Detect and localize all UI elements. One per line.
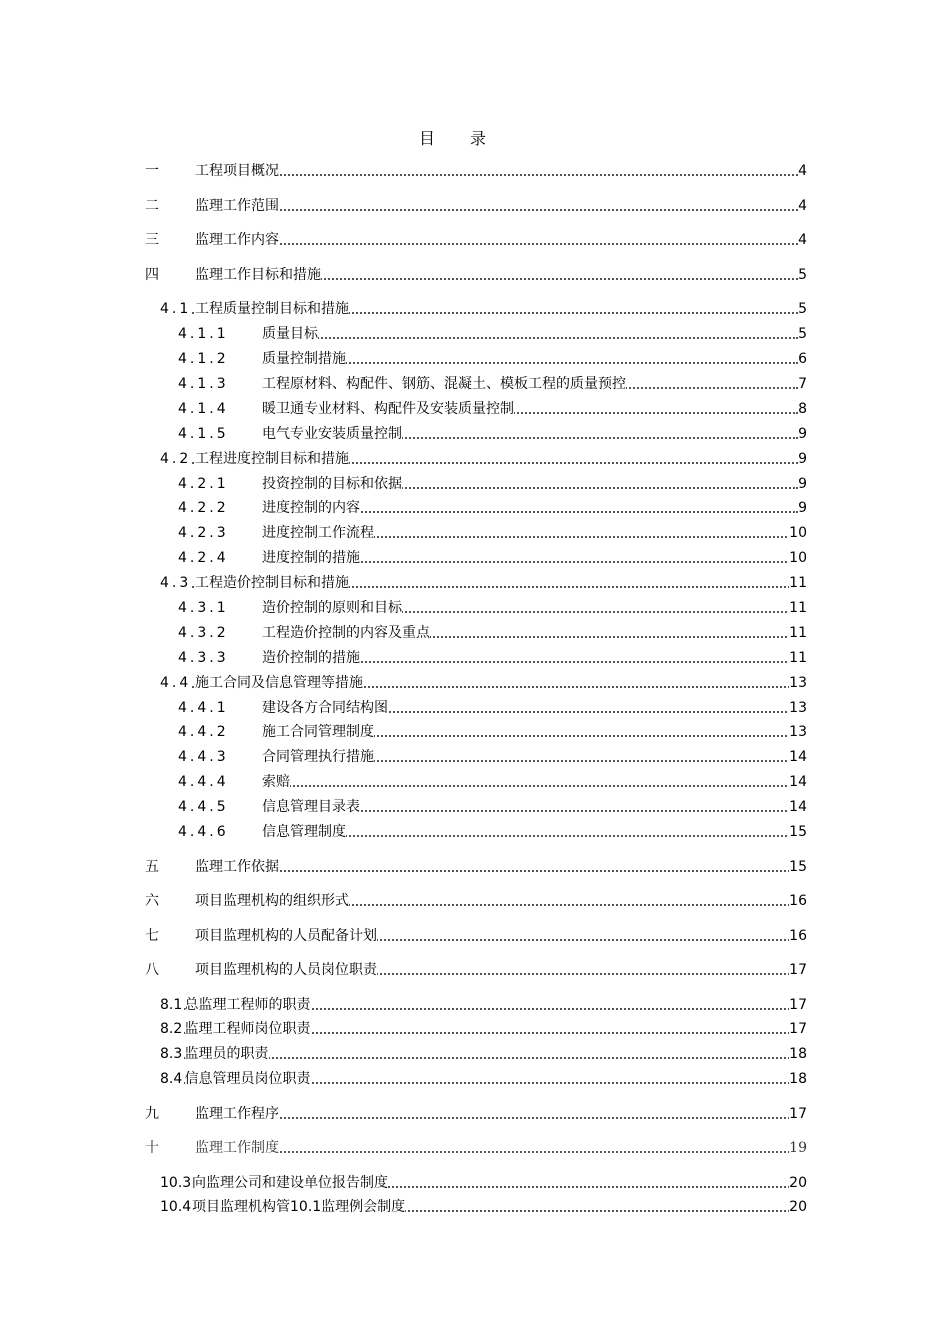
toc-entry[interactable] (0, 746, 950, 768)
toc-page-number: 10 (789, 522, 807, 544)
toc-page-number: 15 (789, 856, 807, 878)
toc-page-number: 20 (789, 1196, 807, 1218)
toc-entry[interactable] (0, 994, 950, 1016)
toc-title: 信息管理员岗位职责 (185, 1068, 311, 1090)
toc-entry[interactable] (0, 572, 950, 594)
toc-number: 4.3.1 (178, 597, 229, 619)
toc-entry[interactable] (0, 1196, 950, 1218)
toc-title: 工程造价控制的内容及重点 (262, 622, 430, 644)
toc-number: 4.1.1 (178, 323, 229, 345)
toc-page-number: 11 (789, 647, 807, 669)
toc-number: 4.3.2 (178, 622, 229, 644)
toc-entry[interactable] (0, 925, 950, 947)
toc-number: 4.4 (160, 672, 191, 694)
toc-number: 4.1.2 (178, 348, 229, 370)
toc-number: 八 (145, 959, 159, 981)
toc-entry[interactable] (0, 1043, 950, 1065)
toc-entry[interactable] (0, 1068, 950, 1090)
toc-page-number: 16 (789, 890, 807, 912)
toc-title: 工程原材料、构配件、钢筋、混凝土、模板工程的质量预控 (262, 373, 626, 395)
toc-page-number: 19 (789, 1137, 807, 1159)
toc-number: 4.1.3 (178, 373, 229, 395)
toc-title: 监理员的职责 (185, 1043, 269, 1065)
toc-title: 投资控制的目标和依据 (262, 473, 402, 495)
toc-entry[interactable] (0, 473, 950, 495)
toc-title: 质量控制措施 (262, 348, 346, 370)
dot-leader (195, 1137, 798, 1153)
toc-number: 4.2.1 (178, 473, 229, 495)
toc-title: 监理工作内容 (195, 229, 279, 251)
toc-entry[interactable] (0, 448, 950, 470)
toc-title: 项目监理机构的组织形式 (195, 890, 349, 912)
page-title: 目 录 (418, 129, 487, 148)
toc-page-number: 14 (789, 796, 807, 818)
toc-page-number: 16 (789, 925, 807, 947)
toc-title: 进度控制工作流程 (262, 522, 374, 544)
toc-entry[interactable] (0, 160, 950, 182)
dot-leader (262, 323, 798, 339)
toc-entry[interactable] (0, 597, 950, 619)
toc-number: 五 (145, 856, 159, 878)
dot-leader (195, 160, 798, 176)
toc-page-number: 4 (798, 229, 807, 251)
toc-number: 4.1 (160, 298, 191, 320)
toc-number: 8.4 (160, 1068, 182, 1090)
toc-number: 4.3 (160, 572, 191, 594)
toc-number: 4.2 (160, 448, 191, 470)
toc-title: 进度控制的内容 (262, 497, 360, 519)
toc-page-number: 20 (789, 1172, 807, 1194)
toc-number: 4.1.5 (178, 423, 229, 445)
toc-number: 4.2.2 (178, 497, 229, 519)
dot-leader (195, 856, 798, 872)
toc-number: 4.4.1 (178, 697, 229, 719)
toc-page-number: 18 (789, 1043, 807, 1065)
toc-entry[interactable] (0, 890, 950, 912)
toc-entry[interactable] (0, 264, 950, 286)
toc-page-number: 11 (789, 597, 807, 619)
toc-title: 项目监理机构管10.1监理例会制度 (192, 1196, 405, 1218)
toc-title: 监理工作目标和措施 (195, 264, 321, 286)
toc-entry[interactable] (0, 959, 950, 981)
toc-title: 信息管理目录表 (262, 796, 360, 818)
toc-number: 4.4.2 (178, 721, 229, 743)
toc-entry[interactable] (0, 821, 950, 843)
toc-page-number: 14 (789, 771, 807, 793)
toc-page-number: 7 (798, 373, 807, 395)
toc-title: 造价控制的措施 (262, 647, 360, 669)
toc-entry[interactable] (0, 1018, 950, 1040)
toc-page-number: 17 (789, 959, 807, 981)
toc-number: 4.4.5 (178, 796, 229, 818)
toc-entry[interactable] (0, 771, 950, 793)
toc-entry[interactable] (0, 195, 950, 217)
toc-number: 4.4.6 (178, 821, 229, 843)
toc-title: 造价控制的原则和目标 (262, 597, 402, 619)
toc-number: 七 (145, 925, 159, 947)
toc-title: 项目监理机构的人员岗位职责 (195, 959, 377, 981)
toc-entry[interactable] (0, 298, 950, 320)
toc-number: 四 (145, 264, 159, 286)
toc-number: 4.2.4 (178, 547, 229, 569)
toc-entry[interactable] (0, 1103, 950, 1125)
toc-page-number: 18 (789, 1068, 807, 1090)
toc-number: 8.1 (160, 994, 182, 1016)
toc-entry[interactable] (0, 547, 950, 569)
toc-title: 监理工作依据 (195, 856, 279, 878)
toc-title: 监理工作范围 (195, 195, 279, 217)
toc-title: 索赔 (262, 771, 290, 793)
toc-entry[interactable] (0, 622, 950, 644)
toc-page-number: 4 (798, 160, 807, 182)
toc-number: 4.3.3 (178, 647, 229, 669)
toc-entry[interactable] (0, 423, 950, 445)
toc-page-number: 6 (798, 348, 807, 370)
toc-entry[interactable] (0, 522, 950, 544)
toc-entry[interactable] (0, 348, 950, 370)
toc-entry[interactable] (0, 672, 950, 694)
toc-page-number: 9 (798, 448, 807, 470)
toc-page-number: 17 (789, 1018, 807, 1040)
toc-number: 10.4 (160, 1196, 191, 1218)
toc-page-number: 17 (789, 994, 807, 1016)
toc-title: 监理工程师岗位职责 (185, 1018, 311, 1040)
toc-number: 8.2 (160, 1018, 182, 1040)
toc-title: 监理工作程序 (195, 1103, 279, 1125)
toc-entry[interactable] (0, 497, 950, 519)
toc-page-number: 9 (798, 497, 807, 519)
toc-number: 4.4.4 (178, 771, 229, 793)
toc-page-number: 13 (789, 721, 807, 743)
toc-number: 一 (145, 160, 159, 182)
toc-title: 项目监理机构的人员配备计划 (195, 925, 377, 947)
toc-page-number: 11 (789, 572, 807, 594)
toc-page-number: 9 (798, 473, 807, 495)
toc-page-number: 17 (789, 1103, 807, 1125)
toc-entry[interactable] (0, 796, 950, 818)
toc-number: 九 (145, 1103, 159, 1125)
toc-page-number: 5 (798, 264, 807, 286)
toc-number: 三 (145, 229, 159, 251)
toc-title: 监理工作制度 (195, 1137, 279, 1159)
toc-page-number: 13 (789, 697, 807, 719)
toc-page-number: 5 (798, 298, 807, 320)
toc-title: 工程造价控制目标和措施 (195, 572, 349, 594)
toc-page-number: 9 (798, 423, 807, 445)
toc-title: 总监理工程师的职责 (185, 994, 311, 1016)
toc-number: 六 (145, 890, 159, 912)
toc-entry[interactable] (0, 323, 950, 345)
toc-number: 4.1.4 (178, 398, 229, 420)
toc-entry[interactable] (0, 647, 950, 669)
dot-leader (195, 195, 798, 211)
toc-page-number: 10 (789, 547, 807, 569)
toc-page-number: 5 (798, 323, 807, 345)
toc-entry[interactable] (0, 1137, 950, 1159)
toc-title: 信息管理制度 (262, 821, 346, 843)
toc-page-number: 13 (789, 672, 807, 694)
toc-page-number: 11 (789, 622, 807, 644)
toc-entry[interactable] (0, 697, 950, 719)
toc-title: 向监理公司和建设单位报告制度 (192, 1172, 388, 1194)
toc-entry[interactable] (0, 373, 950, 395)
toc-number: 十 (145, 1137, 159, 1159)
toc-entry[interactable] (0, 229, 950, 251)
toc-number: 二 (145, 195, 159, 217)
dot-leader (195, 1103, 798, 1119)
toc-page-number: 15 (789, 821, 807, 843)
toc-page-number: 4 (798, 195, 807, 217)
toc-page-number: 14 (789, 746, 807, 768)
toc-title: 暖卫通专业材料、构配件及安装质量控制 (262, 398, 514, 420)
toc-page-number: 8 (798, 398, 807, 420)
dot-leader (262, 771, 798, 787)
toc-number: 4.4.3 (178, 746, 229, 768)
toc-number: 4.2.3 (178, 522, 229, 544)
toc-title: 工程项目概况 (195, 160, 279, 182)
toc-title: 建设各方合同结构图 (262, 697, 388, 719)
toc-title: 工程质量控制目标和措施 (195, 298, 349, 320)
toc-number: 10.3 (160, 1172, 191, 1194)
toc-title: 工程进度控制目标和措施 (195, 448, 349, 470)
toc-number: 8.3 (160, 1043, 182, 1065)
toc-entry[interactable] (0, 398, 950, 420)
toc-entry[interactable] (0, 856, 950, 878)
dot-leader (195, 229, 798, 245)
toc-title: 进度控制的措施 (262, 547, 360, 569)
toc-entry[interactable] (0, 721, 950, 743)
toc-title: 施工合同管理制度 (262, 721, 374, 743)
toc-title: 施工合同及信息管理等措施 (195, 672, 363, 694)
toc-title: 质量目标 (262, 323, 318, 345)
toc-title: 合同管理执行措施 (262, 746, 374, 768)
toc-title: 电气专业安装质量控制 (262, 423, 402, 445)
toc-entry[interactable] (0, 1172, 950, 1194)
